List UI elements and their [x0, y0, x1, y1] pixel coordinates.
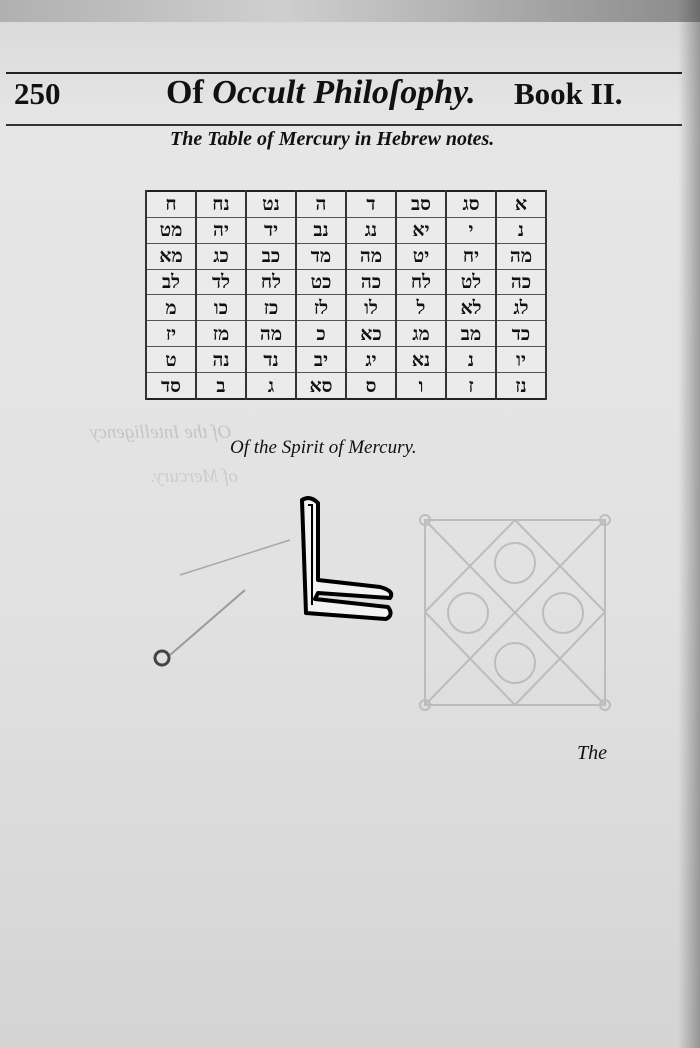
table-cell: לח: [246, 269, 296, 295]
table-cell: כה: [496, 269, 546, 295]
table-cell: לג: [496, 295, 546, 321]
table-cell: י: [446, 217, 496, 243]
table-row: [146, 321, 546, 347]
table-cell: סג: [446, 191, 496, 217]
table-cell: נד: [246, 347, 296, 373]
table-cell: כא: [346, 321, 396, 347]
table-cell: סא: [296, 373, 346, 399]
table-cell: ט: [146, 347, 196, 373]
table-cell: סד: [146, 373, 196, 399]
page-number: 250: [14, 76, 61, 111]
table-cell: נג: [346, 217, 396, 243]
book-label: Book II.: [514, 76, 623, 111]
faint-line: [170, 590, 245, 655]
table-cell: יו: [496, 347, 546, 373]
table-cell: נא: [396, 347, 446, 373]
table-cell: לא: [446, 295, 496, 321]
running-title-prefix: Of: [166, 74, 213, 111]
table-cell: ב: [196, 373, 246, 399]
table-cell: כב: [246, 243, 296, 269]
ghost-circle: [495, 543, 535, 583]
table-row: [146, 243, 546, 269]
faint-line: [180, 540, 290, 575]
table-cell: לז: [296, 295, 346, 321]
catchword: The: [577, 742, 607, 764]
table-cell: כה: [346, 269, 396, 295]
table-row: [146, 269, 546, 295]
table-cell: מא: [146, 243, 196, 269]
table-cell: מה: [346, 243, 396, 269]
table-cell: ז: [446, 373, 496, 399]
table-cell: כ: [296, 321, 346, 347]
table-cell: ו: [396, 373, 446, 399]
table-cell: יב: [296, 347, 346, 373]
table-cell: ג: [246, 373, 296, 399]
bleed-through-text-2: of Mercury.: [150, 466, 238, 487]
table-row: [146, 217, 546, 243]
table-cell: כז: [246, 295, 296, 321]
ghost-circle: [543, 593, 583, 633]
table-cell: לח: [396, 269, 446, 295]
table-cell: יז: [146, 321, 196, 347]
page-edge-shadow: [678, 0, 700, 1048]
table-cell: לט: [446, 269, 496, 295]
running-title: [166, 74, 475, 112]
spirit-caption: Of the Spirit of Mercury.: [230, 437, 417, 458]
table-row: [146, 373, 546, 399]
bleed-through-sigil: [405, 505, 630, 725]
table-cell: נ: [496, 217, 546, 243]
table-cell: מג: [396, 321, 446, 347]
table-cell: מה: [246, 321, 296, 347]
seal-l-shape: [302, 498, 391, 619]
seal-circle-terminal: [155, 651, 169, 665]
ghost-circle: [495, 643, 535, 683]
table-cell: מה: [496, 243, 546, 269]
table-cell: לו: [346, 295, 396, 321]
table-cell: נח: [196, 191, 246, 217]
table-cell: יה: [196, 217, 246, 243]
table-cell: ה: [296, 191, 346, 217]
table-cell: כו: [196, 295, 246, 321]
table-cell: ד: [346, 191, 396, 217]
table-cell: ח: [146, 191, 196, 217]
header-rule-bottom: [6, 124, 682, 126]
table-row: [146, 191, 546, 217]
table-cell: נב: [296, 217, 346, 243]
table-cell: א: [496, 191, 546, 217]
running-title-italic: Occult Philoſophy.: [212, 74, 476, 111]
table-cell: כט: [296, 269, 346, 295]
table-cell: מב: [446, 321, 496, 347]
spirit-of-mercury-seal: [150, 495, 400, 675]
table-cell: נט: [246, 191, 296, 217]
table-cell: מט: [146, 217, 196, 243]
table-cell: לב: [146, 269, 196, 295]
table-cell: יא: [396, 217, 446, 243]
table-cell: נ: [446, 347, 496, 373]
table-cell: כד: [496, 321, 546, 347]
bleed-through-text: Of the Intelligency: [90, 422, 232, 443]
table-row: [146, 347, 546, 373]
table-cell: מז: [196, 321, 246, 347]
table-cell: יט: [396, 243, 446, 269]
table-cell: לד: [196, 269, 246, 295]
table-cell: מד: [296, 243, 346, 269]
mercury-hebrew-table: [145, 190, 547, 400]
table-cell: כג: [196, 243, 246, 269]
table-cell: נז: [496, 373, 546, 399]
table-cell: סב: [396, 191, 446, 217]
table-cell: ל: [396, 295, 446, 321]
table-caption: The Table of Mercury in Hebrew notes.: [170, 128, 495, 150]
table-cell: יג: [346, 347, 396, 373]
table-cell: נה: [196, 347, 246, 373]
table-cell: מ: [146, 295, 196, 321]
ghost-circle: [448, 593, 488, 633]
table-cell: יד: [246, 217, 296, 243]
table-cell: ס: [346, 373, 396, 399]
table-row: [146, 295, 546, 321]
table-cell: יח: [446, 243, 496, 269]
